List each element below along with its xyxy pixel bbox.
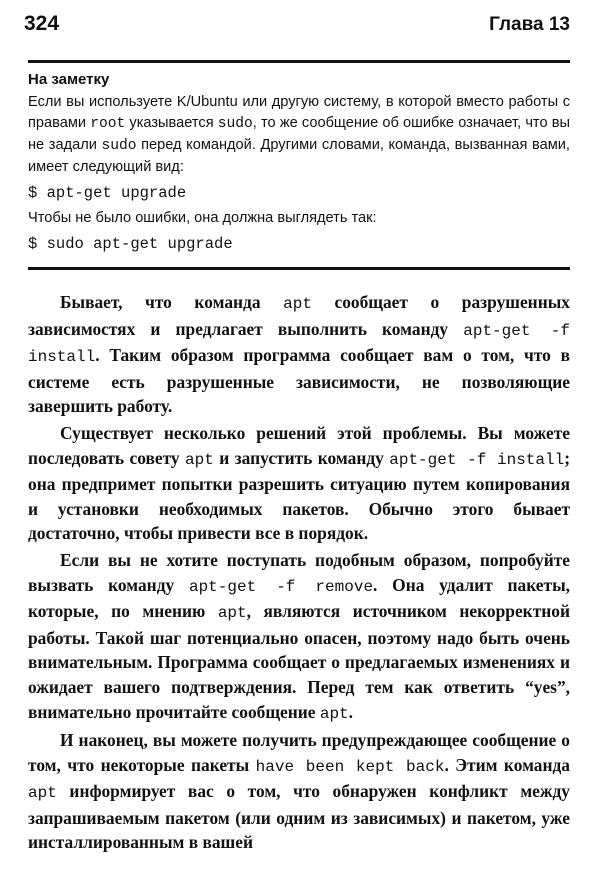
text: , являются источником некорректной работы. Такой шаг потенциально опасен, поэтому надо быть очень внимательным. Программа сообщает о предлагаемых изменениях и ожидает вашего подтверждения. Перед тем как ответить “yes”, внимательно прочитайте сообщение: [28, 601, 570, 722]
note-paragraph: [28, 92, 570, 178]
term-apt: apt: [217, 604, 247, 623]
paragraph: [28, 728, 570, 855]
text: . Таким образом программа сообщает вам о том, что в системе есть разрушенные зависимости, не позволяющие завершить работу.: [28, 345, 570, 417]
paragraph: [28, 548, 570, 726]
note-term-sudo: sudo: [101, 138, 137, 154]
term-apt: apt: [319, 704, 349, 723]
text: Бывает, что команда: [60, 292, 284, 312]
chapter-label: Глава 13: [489, 14, 570, 35]
text: сообщает о разрушенных зависимостях и предлагает выполнить команду: [28, 292, 570, 339]
running-head: [24, 12, 570, 36]
note-paragraph: Чтобы не было ошибки, она должна выглядеть так:: [28, 210, 377, 226]
term-command: apt-get -f remove: [188, 577, 374, 596]
term-apt: apt: [185, 450, 214, 469]
text: и запустить команду: [213, 447, 390, 468]
note-text: , то же сообщение об ошибке означает, что вы не задали: [28, 115, 570, 153]
text: .: [348, 701, 354, 722]
term-kept-back: have been kept back: [255, 757, 445, 776]
note-text: указывается: [125, 115, 218, 131]
text: ; она предпримет попытки разрешить ситуацию путем копирования и установки необходимых пакетов. Обычно этого бывает достаточно, чтобы привести все в порядок.: [28, 447, 570, 544]
text: Если вы не хотите поступать подобным образом, попробуйте вызвать команду: [28, 549, 570, 595]
term-command: apt-get -f install: [389, 450, 565, 469]
body-text: [28, 290, 570, 857]
term-command: apt-get -f install: [28, 321, 571, 367]
paragraph: [28, 421, 570, 546]
note-title: На заметку: [28, 71, 110, 88]
text: . Этим команда: [444, 754, 570, 775]
text: И наконец, вы можете получить предупреждающее сообщение о том, что некоторые пакеты: [28, 730, 570, 775]
term-apt: apt: [283, 295, 312, 313]
note-box: [28, 60, 570, 270]
text: Существует несколько решений этой проблемы. Вы можете последовать совету: [28, 422, 570, 468]
note-text: перед командой. Другими словами, команда, вызванная вами, имеет следующий вид:: [28, 137, 570, 175]
code-line-sudo-apt-get-upgrade: $ sudo apt-get upgrade: [28, 235, 233, 253]
page-number: 324: [24, 12, 60, 35]
note-text: Если вы используете K/Ubuntu или другую систему, в которой вместо работы с правами: [28, 94, 570, 131]
note-term-sudo: sudo: [217, 116, 253, 132]
text: . Она удалит пакеты, которые, по мнению: [28, 574, 570, 622]
code-line-apt-get-upgrade: $ apt-get upgrade: [28, 184, 187, 202]
paragraph: [28, 290, 570, 419]
text: информирует вас о том, что обнаружен конфликт между запрашиваемым пакетом (или одним из зависимых) и пакетом, уже инсталлированным в вашей: [28, 781, 570, 853]
note-term-root: root: [90, 116, 126, 132]
term-apt: apt: [28, 784, 57, 803]
